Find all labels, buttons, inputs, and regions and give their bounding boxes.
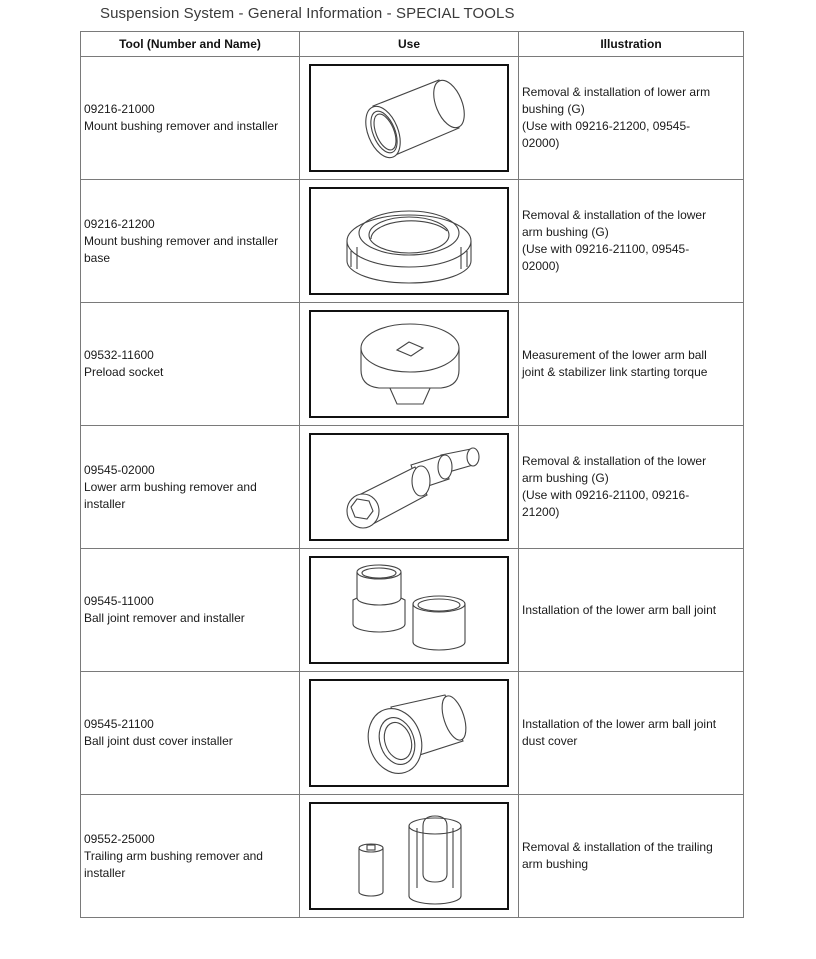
table-row <box>81 180 744 303</box>
sleeve-cylinder-icon <box>311 66 507 170</box>
tool-name: installer <box>84 496 126 511</box>
description-line: arm bushing (G) <box>522 225 609 239</box>
description-line: joint & stabilizer link starting torque <box>522 365 708 379</box>
ring-base-icon <box>311 189 507 293</box>
table-row <box>81 549 744 672</box>
illustration-cell <box>300 180 519 303</box>
description-line: Removal & installation of the lower <box>522 208 707 222</box>
illustration-frame <box>309 556 509 664</box>
tool-name: Ball joint remover and installer <box>84 611 245 625</box>
tool-cell <box>81 426 300 549</box>
table-row <box>81 303 744 426</box>
tool-cell <box>81 57 300 180</box>
description-line: Removal & installation of lower arm <box>522 85 711 99</box>
tool-cell <box>81 549 300 672</box>
tool-name: Lower arm bushing remover and <box>84 479 257 494</box>
illustration-cell <box>300 672 519 795</box>
tool-name: Mount bushing remover and installer <box>84 233 279 248</box>
tool-number: 09545-02000 <box>84 462 155 477</box>
table-header-row <box>81 32 744 57</box>
tool-number: 09216-21200 <box>84 216 155 231</box>
tool-number: 09545-21100 <box>84 717 154 731</box>
description-line: Installation of the lower arm ball joint <box>522 602 717 617</box>
description-line: (Use with 09216-21100, 09545- <box>522 242 690 256</box>
description-line: Removal & installation of the lower <box>522 454 707 468</box>
table-row <box>81 672 744 795</box>
tool-number: 09532-11600 <box>84 348 154 362</box>
illustration-cell <box>300 303 519 426</box>
description-cell <box>519 672 744 795</box>
description-cell <box>519 426 744 549</box>
description-line: Measurement of the lower arm ball <box>522 348 707 362</box>
description-line: 02000) <box>522 136 560 150</box>
table-row <box>81 57 744 180</box>
illustration-frame <box>309 187 509 295</box>
description-line: bushing (G) <box>522 102 585 116</box>
illustration-frame <box>309 679 509 787</box>
header-use: Use <box>300 32 519 57</box>
description-line: dust cover <box>522 734 578 748</box>
description-line: Removal & installation of the trailing <box>522 840 713 854</box>
tool-cell <box>81 303 300 426</box>
description-cell <box>519 549 744 672</box>
page-title: Suspension System - General Information - SPECIAL TOOLS <box>100 5 515 22</box>
tool-name: installer <box>84 865 126 880</box>
description-line: Installation of the lower arm ball joint <box>522 717 717 731</box>
tool-cell <box>81 795 300 918</box>
slotted-sleeve-and-pin-icon <box>311 804 507 908</box>
tool-name: Mount bushing remover and installer <box>84 119 279 133</box>
illustration-frame <box>309 802 509 910</box>
two-cups-icon <box>311 558 507 662</box>
bolt-shaft-tool-icon <box>311 435 507 539</box>
illustration-cell <box>300 57 519 180</box>
tool-name: Ball joint dust cover installer <box>84 734 233 748</box>
description-cell <box>519 180 744 303</box>
tool-cell <box>81 180 300 303</box>
tool-number: 09552-25000 <box>84 831 155 846</box>
illustration-cell <box>300 426 519 549</box>
tool-name: Preload socket <box>84 365 164 379</box>
preload-socket-icon <box>311 312 507 416</box>
illustration-cell <box>300 795 519 918</box>
description-line: arm bushing (G) <box>522 471 609 485</box>
tool-name: Trailing arm bushing remover and <box>84 848 263 863</box>
table-row <box>81 426 744 549</box>
tool-cell <box>81 672 300 795</box>
description-line: 21200) <box>522 505 560 519</box>
description-line: arm bushing <box>522 857 589 871</box>
description-cell <box>519 303 744 426</box>
description-line: 02000) <box>522 259 560 273</box>
illustration-cell <box>300 549 519 672</box>
tool-number: 09545-11000 <box>84 594 154 608</box>
table-row <box>81 795 744 918</box>
description-cell <box>519 795 744 918</box>
illustration-frame <box>309 310 509 418</box>
illustration-frame <box>309 64 509 172</box>
description-line: (Use with 09216-21100, 09216- <box>522 488 690 502</box>
illustration-frame <box>309 433 509 541</box>
flanged-sleeve-icon <box>311 681 507 785</box>
description-line: (Use with 09216-21200, 09545- <box>522 119 691 133</box>
tool-name: base <box>84 250 111 265</box>
header-tool: Tool (Number and Name) <box>81 32 300 57</box>
description-cell <box>519 57 744 180</box>
header-illustration: Illustration <box>519 32 744 57</box>
tool-number: 09216-21000 <box>84 102 155 116</box>
special-tools-table <box>80 31 744 918</box>
